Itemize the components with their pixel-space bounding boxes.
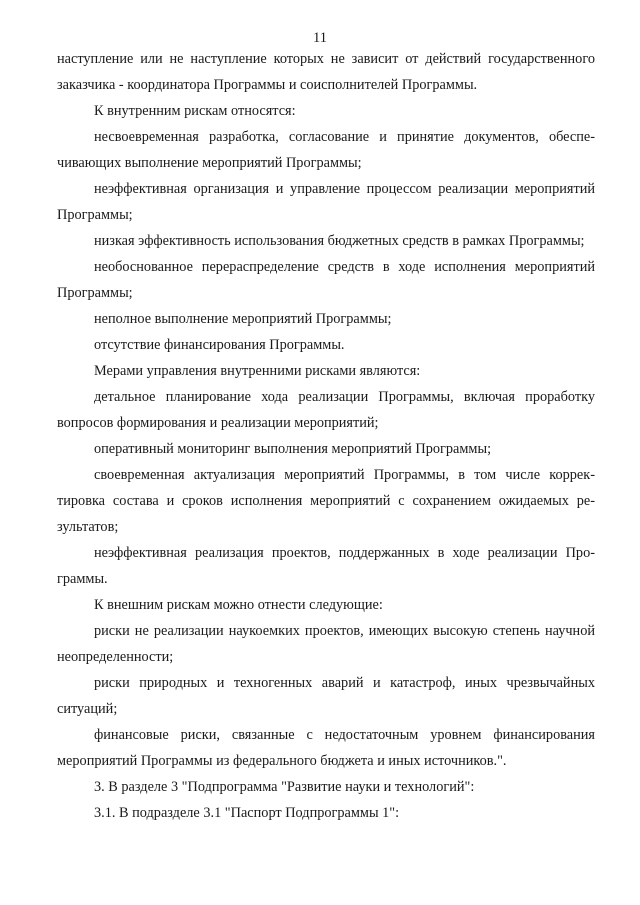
paragraph: оперативный мониторинг выполнения мероприятий Программы; [94, 441, 492, 457]
paragraph: необоснованное перераспределение средств в ходе исполнения мероприятий Программы; [57, 259, 595, 301]
document-body [57, 46, 595, 826]
paragraph: отсутствие финансирования Программы. [94, 337, 345, 353]
paragraph: своевременная актуализация мероприятий Программы, в том числе корректировка состава и сроков исполнения мероприятий с сохранением ожидаемых результатов; [57, 467, 595, 535]
paragraph: детальное планирование хода реализации Программы, включая проработку вопросов формирования и реализации мероприятий; [57, 389, 595, 431]
section-heading: 3. В разделе 3 "Подпрограмма "Развитие науки и технологий": [94, 779, 475, 795]
subsection-heading: 3.1. В подразделе 3.1 "Паспорт Подпрограммы 1": [94, 805, 400, 821]
paragraph: неполное выполнение мероприятий Программы; [94, 311, 392, 327]
page-number: 11 [313, 30, 327, 46]
paragraph: неэффективная реализация проектов, поддержанных в ходе реализации Программы. [57, 545, 595, 587]
paragraph: неэффективная организация и управление процессом реализации мероприятий Программы; [57, 181, 595, 223]
paragraph: наступление или не наступление которых не зависит от действий государственного заказчика - координатора Программы и соисполнителей Программы. [57, 51, 595, 93]
paragraph: К внутренним рискам относятся: [94, 103, 296, 119]
paragraph: несвоевременная разработка, согласование и принятие документов, обеспечивающих выполнение мероприятий Программы; [57, 129, 595, 171]
paragraph: Мерами управления внутренними рисками являются: [94, 363, 421, 379]
paragraph: риски природных и техногенных аварий и катастроф, иных чрезвычайных ситуаций; [57, 675, 595, 717]
paragraph: низкая эффективность использования бюджетных средств в рамках Программы; [94, 233, 585, 249]
paragraph: риски не реализации наукоемких проектов, имеющих высокую степень научной неопределенности; [57, 623, 595, 665]
paragraph: К внешним рискам можно отнести следующие: [94, 597, 383, 613]
paragraph: финансовые риски, связанные с недостаточным уровнем финансирования мероприятий Программы из федерального бюджета и иных источников.". [57, 727, 595, 769]
